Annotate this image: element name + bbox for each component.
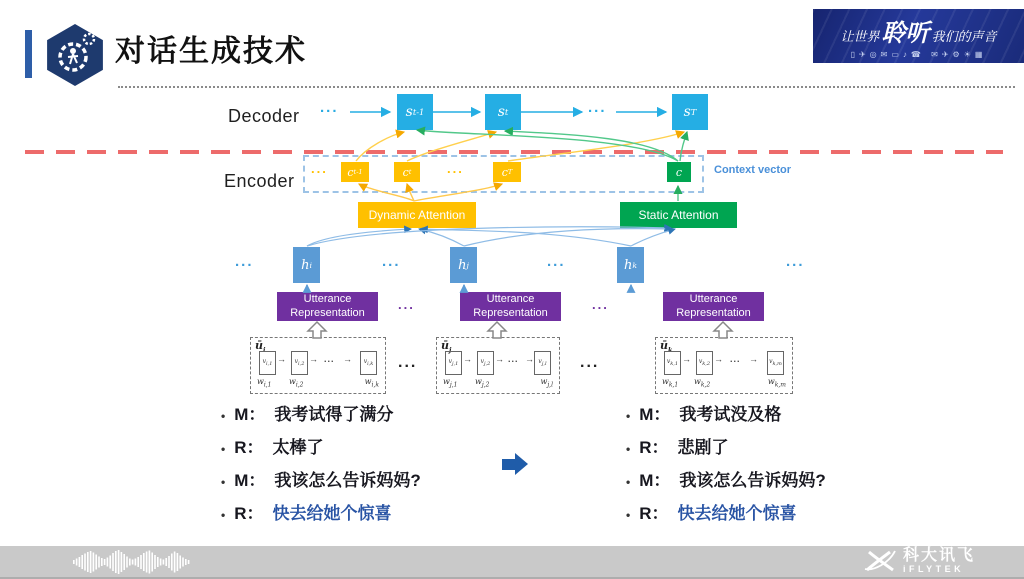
encoder-label: Encoder: [224, 171, 295, 191]
gear-hexagon-icon: [44, 24, 106, 86]
ellipsis: ...: [447, 161, 464, 176]
decoder-state-box: s t: [485, 94, 521, 130]
arrow-right-icon: →: [525, 354, 534, 364]
brand-banner: [813, 9, 1024, 63]
ellipsis: ...: [588, 99, 607, 116]
arrow-right-icon: →: [343, 354, 352, 364]
dialogue-line: • M： 我考试得了满分: [221, 405, 394, 424]
dialogue-right: [626, 400, 826, 532]
word-vector-cell: $v_{j,2}$: [477, 351, 494, 375]
bullet-icon: •: [221, 508, 226, 522]
decoder-encoder-divider: [25, 150, 1003, 154]
ellipsis: ...: [382, 253, 401, 270]
ellipsis: ...: [235, 253, 254, 270]
word-vector-cell: $v_{k,1}$: [664, 351, 681, 375]
dialogue-left: [221, 400, 421, 532]
bullet-icon: •: [626, 409, 631, 423]
page-title: 对话生成技术: [115, 35, 307, 68]
banner-icon-row: ▯✈◎✉▭♪☎ ✉✈⚙☀▦: [850, 50, 987, 59]
bullet-icon: •: [626, 442, 631, 456]
dynamic-attention-box: Dynamic Attention: [358, 202, 476, 228]
dialogue-line: • R： 悲剧了: [626, 438, 729, 457]
transform-arrow-icon: [502, 453, 528, 475]
decoder-state-box: s t-1: [397, 94, 433, 130]
ellipsis: ...: [786, 253, 805, 270]
ellipsis: ...: [398, 297, 415, 312]
brand-slogan: 让世界 聆听 我们的声音: [840, 21, 997, 47]
word-vector-cell: $v_{k,m}$: [767, 351, 784, 375]
dialogue-line: • R： 太棒了: [221, 438, 324, 457]
iflytek-logo: [862, 547, 975, 574]
dialogue-line: • M： 我该怎么告诉妈妈?: [626, 471, 826, 490]
dialogue-line: • R： 快去给她个惊喜: [221, 504, 392, 523]
iflytek-x-icon: [862, 547, 898, 574]
ellipsis: ...: [592, 297, 609, 312]
word-vector-cell: $v_{i,k}$: [360, 351, 377, 375]
word-vector-cell: $v_{j,l}$: [534, 351, 551, 375]
waveform-icon: [73, 549, 191, 575]
utterance-representation-box: Utterance Representation: [460, 292, 561, 321]
utterance-word-diagram: $ū_k$ $v_{k,1}$ → $v_{k,2}$ → ... → $v_{k,m}$ $w_{k,1}$ $w_{k,2}$ $w_{k,m}$: [655, 337, 793, 394]
block-arrow-up-icon: [308, 322, 732, 338]
logo-en-text: iFLYTEK: [903, 563, 965, 574]
arrow-right-icon: →: [682, 354, 691, 364]
decoder-label: Decoder: [228, 106, 300, 126]
bullet-icon: •: [221, 475, 226, 489]
context-unit-box: c t: [394, 162, 420, 182]
context-unit-box: c T: [493, 162, 521, 182]
static-context-box: c: [667, 162, 691, 182]
decoder-state-box: s T: [672, 94, 708, 130]
hidden-unit-box: h j: [450, 247, 477, 283]
bullet-icon: •: [221, 442, 226, 456]
ellipsis: ...: [580, 354, 600, 371]
ellipsis: ...: [320, 99, 339, 116]
hidden-unit-box: h k: [617, 247, 644, 283]
static-attention-box: Static Attention: [620, 202, 737, 228]
ellipsis: ...: [311, 161, 328, 176]
bullet-icon: •: [626, 475, 631, 489]
word-vector-cell: $v_{k,2}$: [696, 351, 713, 375]
utterance-word-diagram: $ū_j$ $v_{j,1}$ → $v_{j,2}$ → ... → $v_{j,l}$ $w_{j,1}$ $w_{j,2}$ $w_{j,l}$: [436, 337, 560, 394]
word-vector-cell: $v_{i,2}$: [291, 351, 308, 375]
ellipsis: ...: [547, 253, 566, 270]
arrow-right-icon: →: [495, 354, 504, 364]
hidden-unit-box: h i: [293, 247, 320, 283]
word-vector-cell: $v_{i,1}$: [259, 351, 276, 375]
arrow-right-icon: →: [277, 354, 286, 364]
word-vector-cell: $v_{j,1}$: [445, 351, 462, 375]
arrow-right-icon: →: [463, 354, 472, 364]
title-divider: [118, 86, 1015, 88]
title-accent-bar: [25, 30, 32, 78]
utterance-word-diagram: $ū_i$ $v_{i,1}$ → $v_{i,2}$ → ... → $v_{i,k}$ $w_{i,1}$ $w_{i,2}$ $w_{i,k}$: [250, 337, 386, 394]
bullet-icon: •: [626, 508, 631, 522]
logo-cn-text: 科大讯飞: [903, 546, 976, 564]
utterance-representation-box: Utterance Representation: [277, 292, 378, 321]
bullet-icon: •: [221, 409, 226, 423]
context-unit-box: c t-1: [341, 162, 369, 182]
arrow-right-icon: →: [714, 354, 723, 364]
dialogue-line: • R： 快去给她个惊喜: [626, 504, 797, 523]
arrow-right-icon: →: [749, 354, 758, 364]
ellipsis: ...: [398, 354, 418, 371]
dialogue-line: • M： 我考试没及格: [626, 405, 782, 424]
arrow-right-icon: →: [309, 354, 318, 364]
gear-person-icon: [44, 24, 106, 86]
dialogue-line: • M： 我该怎么告诉妈妈?: [221, 471, 421, 490]
context-vector-label: Context vector: [714, 164, 792, 176]
utterance-representation-box: Utterance Representation: [663, 292, 764, 321]
